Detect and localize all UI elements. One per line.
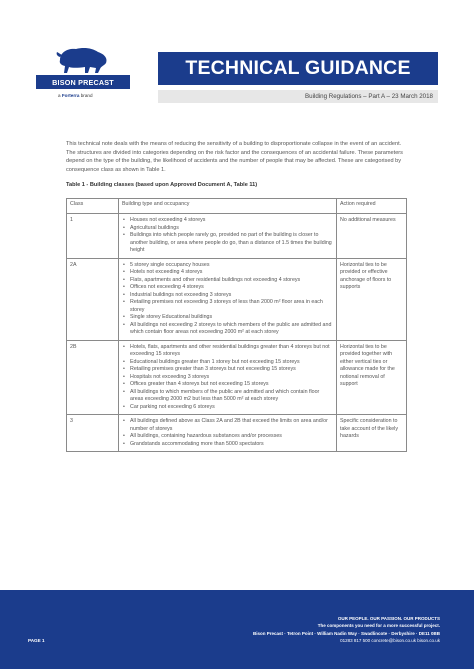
list-item: • Agricultural buildings xyxy=(122,225,333,233)
list-item: • Retailing premises not exceeding 3 storeys of less than 2000 m² floor area in each storey xyxy=(122,299,333,314)
list-item: • Offices not exceeding 4 storeys xyxy=(122,284,333,292)
class-cell: 3 xyxy=(67,415,119,452)
list-item: • Retailing premises greater than 3 storeys but not exceeding 15 storeys xyxy=(122,366,333,374)
bison-precast-logo xyxy=(36,46,130,98)
class-cell: 1 xyxy=(67,214,119,259)
table-header-row xyxy=(67,199,407,214)
class-cell: 2A xyxy=(67,258,119,340)
occupancy-cell xyxy=(119,214,337,259)
table-caption: Table 1 - Building classes (based upon Approved Document A, Table 11) xyxy=(66,182,258,188)
occupancy-cell xyxy=(119,258,337,340)
list-item: • Flats, apartments and other residential buildings not exceeding 4 storeys xyxy=(122,277,333,285)
table-row xyxy=(67,415,407,452)
list-item: • Car parking not exceeding 6 storeys xyxy=(122,404,333,412)
list-item: • Grandstands accommodating more than 5000 spectators xyxy=(122,441,333,449)
document-subtitle: Building Regulations – Part A – 23 March 2018 xyxy=(158,90,438,103)
page-number: PAGE 1 xyxy=(28,638,45,643)
header-building-type: Building type and occupancy xyxy=(119,199,337,214)
header-action: Action required xyxy=(337,199,407,214)
list-item: • Industrial buildings not exceeding 3 storeys xyxy=(122,292,333,300)
logo-wordmark: BISON PRECAST xyxy=(36,75,130,89)
list-item: • Hospitals not exceeding 3 storeys xyxy=(122,374,333,382)
list-item: • 5 storey single occupancy houses xyxy=(122,262,333,270)
occupancy-cell xyxy=(119,415,337,452)
class-cell: 2B xyxy=(67,340,119,415)
footer-tagline: The components you need for a more successful project. xyxy=(317,622,440,628)
list-item: • All buildings, containing hazardous substances and/or processes xyxy=(122,433,333,441)
list-item: • All buildings defined above as Class 2A and 2B that exceed the limits on area and/or number of storeys xyxy=(122,418,333,433)
action-cell: No additional measures xyxy=(337,214,407,259)
logo-tagline: a Forterra brand xyxy=(58,93,93,98)
table-row xyxy=(67,340,407,415)
header-class: Class xyxy=(67,199,119,214)
action-cell: Horizontal ties to be provided or effective anchorage of floors to supports xyxy=(337,258,407,340)
building-classes-table xyxy=(66,198,407,452)
list-item: • All buildings not exceeding 2 storeys to which members of the public are admitted and which contain floor areas not exceeding 2000 m² at each storey xyxy=(122,322,333,337)
page-footer xyxy=(0,590,474,669)
list-item: • Hotels, flats, apartments and other residential buildings greater than 4 storeys but not exceeding 15 storeys xyxy=(122,344,333,359)
document-title: TECHNICAL GUIDANCE xyxy=(158,52,438,85)
list-item: • Offices greater than 4 storeys but not exceeding 15 storeys xyxy=(122,381,333,389)
list-item: • Buildings into which people rarely go, provided no part of the building is closer to another building, or area where people do go, than a distance of 1.5 times the building height xyxy=(122,232,333,255)
list-item: • All buildings to which members of the public are admitted and which contain floor areas exceeding 2000 m2 but less than 5000 m² at each storey xyxy=(122,389,333,404)
list-item: • Single storey Educational buildings xyxy=(122,314,333,322)
occupancy-cell xyxy=(119,340,337,415)
table-row xyxy=(67,258,407,340)
table-row xyxy=(67,214,407,259)
footer-contact: 01283 817 500 concrete@bison.co.uk bison.co.uk xyxy=(340,638,440,643)
list-item: • Educational buildings greater than 1 storey but not exceeding 15 storeys xyxy=(122,359,333,367)
list-item: • Houses not exceeding 4 storeys xyxy=(122,217,333,225)
footer-slogan: OUR PEOPLE. OUR PASSION. OUR PRODUCTS The components you need for a more successful project. xyxy=(317,616,440,628)
action-cell: Specific consideration to take account of the likely hazards xyxy=(337,415,407,452)
intro-paragraph: This technical note deals with the means of reducing the sensitivity of a building to disproportionate collapse in the event of an accident. The structures are divided into categories depending on the risk factor and the consequences of an accidental failure. These parameters depend on the type of the building, the likelihood of accidents and the number of people that may be affected. These are categorised by consequence class as shown in Table 1. xyxy=(66,141,403,173)
action-cell: Horizontal ties to be provided together with either vertical ties or allowance made for the notional removal of support xyxy=(337,340,407,415)
list-item: • Hotels not exceeding 4 storeys xyxy=(122,269,333,277)
bison-icon xyxy=(54,46,112,74)
footer-address: Bison Precast · Tetron Point · William Nadin Way · Swadlincote · Derbyshire · DE11 0BB xyxy=(253,631,440,636)
